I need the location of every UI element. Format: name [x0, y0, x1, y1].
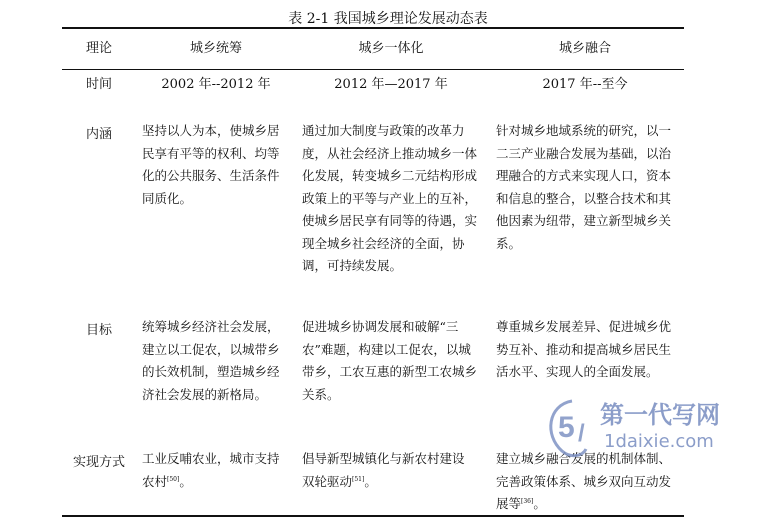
- connotation-coordination: 坚持以人为本，使城乡居 民享有平等的权利、均等 化的公共服务、生活条件 同质化。: [142, 123, 280, 206]
- goal-fusion: 尊重城乡发展差异、促进城乡优 势互补、推动和提高城乡居民生 活水平、实现人的全面发展。: [496, 319, 672, 379]
- implementation-fusion: 建立城乡融合发展的机制体制、 完善政策体系、城乡双向互动发 展等[36]。: [496, 451, 672, 511]
- time-coordination: 2002 年--2012 年: [161, 77, 271, 92]
- connotation-fusion: 针对城乡地域系统的研究，以一 二三产业融合发展为基础，以治 理融合的方式来实现人口，资本 和信息的整合，以整合技术和其 他因素为纽带，建立新型城乡关 系。: [496, 123, 672, 251]
- watermark-logo: [540, 395, 770, 465]
- time-fusion: 2017 年--至今: [542, 77, 628, 92]
- implementation-integration: 倡导新型城镇化与新农村建设 双轮驱动[51]。: [302, 451, 465, 489]
- table-caption: 表 2-1 我国城乡理论发展动态表: [288, 11, 488, 27]
- svg-text:/: /: [578, 420, 585, 447]
- header-urban-rural-integration: 城乡一体化: [358, 41, 424, 56]
- watermark-line1: 第一代写网: [600, 401, 720, 429]
- watermark-line2: 1daixie.com: [604, 431, 714, 452]
- svg-text:5: 5: [558, 411, 575, 444]
- table-top-rule: [62, 27, 684, 29]
- header-rule: [62, 69, 684, 70]
- header-urban-rural-fusion: 城乡融合: [558, 41, 611, 56]
- row-label-time: 时间: [85, 77, 112, 92]
- implementation-coordination: 工业反哺农业，城市支持 农村[50]。: [142, 451, 280, 489]
- connotation-integration: 通过加大制度与政策的改革力 度，从社会经济上推动城乡一体 化发展，转变城乡二元结构形成 政策上的平等与产业上的互补， 使城乡居民享有同等的待遇，实 现全城乡社会经济的全面，协 调，可持续发展。: [302, 123, 478, 273]
- row-label-implementation: 实现方式: [72, 455, 125, 470]
- row-label-connotation: 内涵: [85, 127, 112, 142]
- time-integration: 2012 年—2017 年: [334, 77, 448, 92]
- goal-coordination: 统筹城乡经济社会发展， 建立以工促农，以城带乡 的长效机制，塑造城乡经 济社会发展的新格局。: [142, 319, 280, 402]
- header-theory: 理论: [85, 41, 112, 56]
- header-urban-rural-coordination: 城乡统筹: [189, 41, 242, 56]
- row-label-goal: 目标: [85, 323, 112, 338]
- goal-integration: 促进城乡协调发展和破解“三 农”难题，构建以工促农，以城 带乡，工农互惠的新型工农城乡 关系。: [302, 319, 478, 402]
